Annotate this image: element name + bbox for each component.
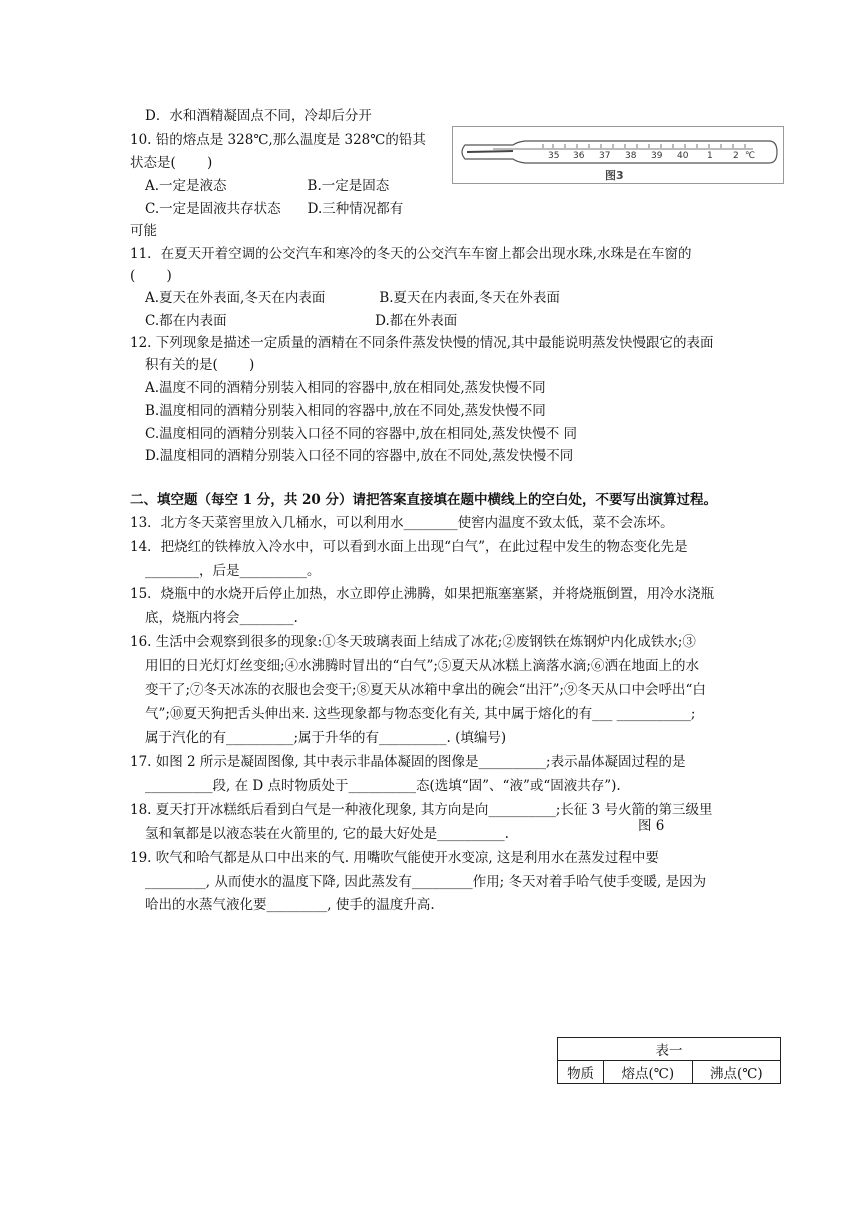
table-header-boiling-point: 沸点(℃) [692, 1061, 780, 1084]
q11-options-cd: C.都在内表面 D.都在外表面 [145, 313, 458, 329]
q14-line2: ________，后是__________。 [145, 563, 321, 579]
q11-stem-line2: ( ) [130, 268, 172, 284]
q15-line1: 15．烧瓶中的水烧开后停止加热，水立即停止沸腾，如果把瓶塞塞紧，并将烧瓶倒置，用冷水浇瓶 [130, 586, 715, 602]
q15-line2: 底，烧瓶内将会________. [145, 610, 298, 626]
q16-line2: 用旧的日光灯灯丝变细;④水沸腾时冒出的“白气”;⑤夏天从冰糕上滴落水滴;⑥洒在地面上的水 [145, 658, 699, 674]
q16-line3: 变干了;⑦冬天冰冻的衣服也会变干;⑧夏天从冰箱中拿出的碗会“出汗”;⑨冬天从口中会呼出“白 [145, 682, 706, 698]
q12-stem-line1: 12. 下列现象是描述一定质量的酒精在不同条件蒸发快慢的情况,其中最能说明蒸发快慢跟它的表面 [130, 335, 714, 351]
q11-options-ab: A.夏天在外表面,冬天在内表面 B.夏天在内表面,冬天在外表面 [145, 290, 560, 306]
table-title: 表一 [558, 1038, 781, 1061]
tick-label-39: 39 [651, 151, 663, 161]
table-header-melting-point: 熔点(℃) [604, 1061, 692, 1084]
q18-line2: 氢和氧都是以液态装在火箭里的, 它的最大好处是__________. [145, 826, 509, 842]
q10-options-ab: A.一定是液态 B.一定是固态 [145, 178, 390, 194]
q10-options-cd: C.一定是固液共存状态 D.三种情况都有 [145, 201, 404, 217]
q12-option-d: D.温度相同的酒精分别装入口径不同的容器中,放在不同处,蒸发快慢不同 [145, 448, 574, 464]
tick-label-37: 37 [599, 151, 611, 161]
q17-line1: 17. 如图 2 所示是凝固图像, 其中表示非晶体凝固的图像是__________;表示晶体凝固过程的是 [130, 754, 686, 770]
table-header-substance: 物质 [558, 1061, 604, 1084]
q9-option-d: D．水和酒精凝固点不同，冷却后分开 [145, 108, 372, 124]
q18-line1: 18. 夏天打开冰糕纸后看到白气是一种液化现象, 其方向是向__________;长征 3 号火箭的第三级里 [130, 802, 713, 818]
thermometer-figure [452, 126, 784, 184]
tick-label-40: 40 [677, 151, 689, 161]
q19-line3: 哈出的水蒸气液化要_________, 使手的温度升高. [145, 897, 435, 913]
q13-text: 13．北方冬天菜窖里放入几桶水，可以利用水________使窖内温度不致太低，菜不会冻坏。 [130, 515, 674, 531]
q11-stem-line1: 11．在夏天开着空调的公交汽车和寒冷的冬天的公交汽车车窗上都会出现水珠,水珠是在车窗的 [130, 246, 692, 262]
tick-label-35: 35 [548, 151, 560, 161]
q17-line2: __________段, 在 D 点时物质处于__________态(选填“固”、“液”或“固液共存”). [145, 778, 621, 794]
q19-line1: 19. 吹气和哈气都是从口中出来的气. 用嘴吹气能使开水变凉, 这是利用水在蒸发过程中要 [130, 850, 659, 866]
q14-line1: 14．把烧红的铁棒放入冷水中，可以看到水面上出现“白气”，在此过程中发生的物态变化先是 [130, 539, 688, 555]
figure-label: 图 6 [638, 818, 665, 834]
q10-stem-line2: 状态是( ) [130, 155, 213, 171]
q16-line1: 16. 生活中会观察到很多的现象:①冬天玻璃表面上结成了冰花;②废钢铁在炼钢炉内化成铁水;③ [130, 634, 696, 650]
tick-label-41: 1 [707, 151, 713, 161]
tick-label-42: 2 [733, 151, 739, 161]
q19-line2: _________, 从而使水的温度下降, 因此蒸发有_________作用; 冬天对着手哈气使手变暖, 是因为 [145, 874, 707, 890]
section-heading: 二、填空题（每空 1 分，共 20 分）请把答案直接填在题中横线上的空白处，不要写出演算过程。 [130, 492, 717, 508]
unit-label: ℃ [745, 151, 756, 161]
q16-line5: 属于汽化的有__________;属于升华的有__________. (填编号) [145, 730, 507, 746]
q16-line4: 气”;⑩夏天狗把舌头伸出来. 这些现象都与物态变化有关, 其中属于熔化的有___ ___________; [145, 706, 696, 722]
table-1 [557, 1037, 781, 1084]
q10-options-cd-continued: 可能 [130, 223, 157, 239]
figure-caption: 图3 [605, 169, 624, 182]
q12-option-c: C.温度相同的酒精分别装入口径不同的容器中,放在相同处,蒸发快慢不 同 [145, 426, 578, 442]
tick-label-38: 38 [625, 151, 637, 161]
q12-option-b: B.温度相同的酒精分别装入相同的容器中,放在不同处,蒸发快慢不同 [145, 403, 546, 419]
q10-stem-line1: 10. 铅的熔点是 328℃,那么温度是 328℃的铅其 [130, 132, 426, 148]
thermometer-drawing [453, 127, 785, 185]
tick-label-36: 36 [573, 151, 585, 161]
q12-stem-line2: 积有关的是( ) [145, 357, 255, 373]
q12-option-a: A.温度不同的酒精分别装入相同的容器中,放在相同处,蒸发快慢不同 [145, 380, 546, 396]
